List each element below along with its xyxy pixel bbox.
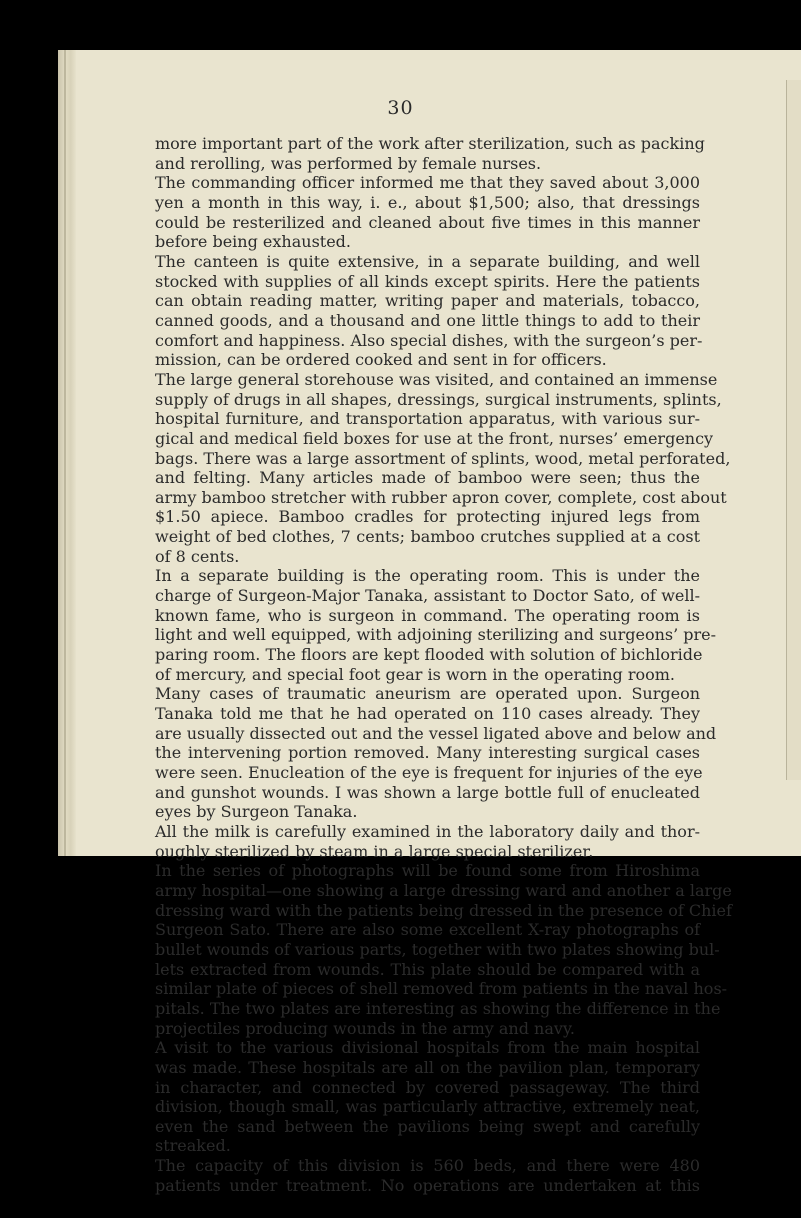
text-line: could be resterilized and cleaned about five times in this manner [155, 212, 700, 232]
text-line: bags. There was a large assortment of splints, wood, metal perforated, [155, 448, 731, 468]
text-line: comfort and happiness. Also special dishes, with the surgeon’s per- [155, 330, 703, 350]
text-line: In the series of photographs will be found some from Hiroshima [155, 861, 700, 881]
text-line: light and well equipped, with adjoining sterilizing and surgeons’ pre- [155, 625, 717, 645]
text-line: The large general storehouse was visited, and contained an immense [155, 369, 718, 389]
text-line: Surgeon Sato. There are also some excellent X-ray photographs of [155, 920, 700, 940]
text-line: The capacity of this division is 560 beds, and there were 480 [155, 1156, 700, 1176]
text-line: patients under treatment. No operations are undertaken at this [155, 1175, 700, 1195]
text-line: In a separate building is the operating room. This is under the [155, 566, 700, 586]
text-line: can obtain reading matter, writing paper and materials, tobacco, [155, 291, 700, 311]
text-line: division, though small, was particularly attractive, extremely neat, [155, 1097, 700, 1117]
text-line: streaked. [155, 1136, 231, 1156]
text-line: were seen. Enucleation of the eye is frequent for injuries of the eye [155, 763, 703, 782]
text-line: dressing ward with the patients being dressed in the presence of Chief [155, 900, 732, 920]
text-line: The canteen is quite extensive, in a separate building, and well [155, 251, 700, 271]
text-line: Many cases of traumatic aneurism are operated upon. Surgeon [155, 684, 700, 704]
text-line: before being exhausted. [155, 232, 352, 252]
text-line: A visit to the various divisional hospitals from the main hospital [155, 1038, 700, 1058]
text-line: projectiles producing wounds in the army and navy. [155, 1018, 575, 1038]
text-line: The commanding officer informed me that they saved about 3,000 [155, 173, 700, 193]
text-line: army hospital—one showing a large dressing ward and another a large [155, 880, 732, 900]
text-line: and felting. Many articles made of bamboo were seen; thus the [155, 468, 700, 488]
text-line: stocked with supplies of all kinds except spirits. Here the patients [155, 271, 700, 291]
text-line: charge of Surgeon-Major Tanaka, assistant to Doctor Sato, of well- [155, 586, 700, 606]
page-binding-edge [58, 50, 76, 856]
text-line: bullet wounds of various parts, together with two plates showing bul- [155, 939, 720, 959]
text-line: oughly sterilized by steam in a large special sterilizer. [155, 841, 594, 861]
text-line: pitals. The two plates are interesting as showing the difference in the [155, 998, 721, 1018]
text-line: army bamboo stretcher with rubber apron cover, complete, cost about [155, 487, 727, 507]
text-line: was made. These hospitals are all on the pavilion plan, temporary [155, 1057, 700, 1077]
text-line: even the sand between the pavilions being swept and carefully [155, 1116, 700, 1136]
text-line: of 8 cents. [155, 546, 240, 566]
body-text [155, 134, 732, 1195]
text-line: Tanaka told me that he had operated on 110 cases already. They [155, 704, 700, 724]
text-line: known fame, who is surgeon in command. The operating room is [155, 605, 700, 625]
text-line: yen a month in this way, i. e., about $1,500; also, that dressings [155, 192, 700, 212]
text-line: and rerolling, was performed by female nurses. [155, 153, 542, 173]
text-line: similar plate of pieces of shell removed from patients in the naval hos- [155, 979, 728, 999]
text-line: $1.50 apiece. Bamboo cradles for protecting injured legs from [155, 507, 700, 527]
text-line: All the milk is carefully examined in the laboratory daily and thor- [155, 821, 700, 841]
text-line: paring room. The floors are kept flooded with solution of bichloride [155, 645, 703, 665]
page-number: 30 [387, 97, 414, 119]
text-line: mission, can be ordered cooked and sent in for officers. [155, 350, 607, 370]
text-line: and gunshot wounds. I was shown a large bottle full of enucleated [155, 782, 700, 802]
text-line: of mercury, and special foot gear is worn in the operating room. [155, 664, 675, 684]
text-line: gical and medical field boxes for use at the front, nurses’ emergency [155, 428, 714, 448]
text-line: more important part of the work after sterilization, such as packing [155, 134, 705, 153]
text-line: canned goods, and a thousand and one little things to add to their [155, 310, 700, 330]
text-line: supply of drugs in all shapes, dressings, surgical instruments, splints, [155, 389, 722, 409]
text-line: weight of bed clothes, 7 cents; bamboo crutches supplied at a cost [155, 527, 700, 547]
text-line: are usually dissected out and the vessel ligated above and below and [155, 723, 717, 743]
text-line: eyes by Surgeon Tanaka. [155, 802, 358, 822]
text-line: hospital furniture, and transportation apparatus, with various sur- [155, 409, 700, 429]
facing-page-edge [786, 80, 801, 780]
text-line: the intervening portion removed. Many interesting surgical cases [155, 743, 700, 763]
text-line: lets extracted from wounds. This plate should be compared with a [155, 959, 700, 979]
text-line: in character, and connected by covered passageway. The third [155, 1077, 700, 1097]
